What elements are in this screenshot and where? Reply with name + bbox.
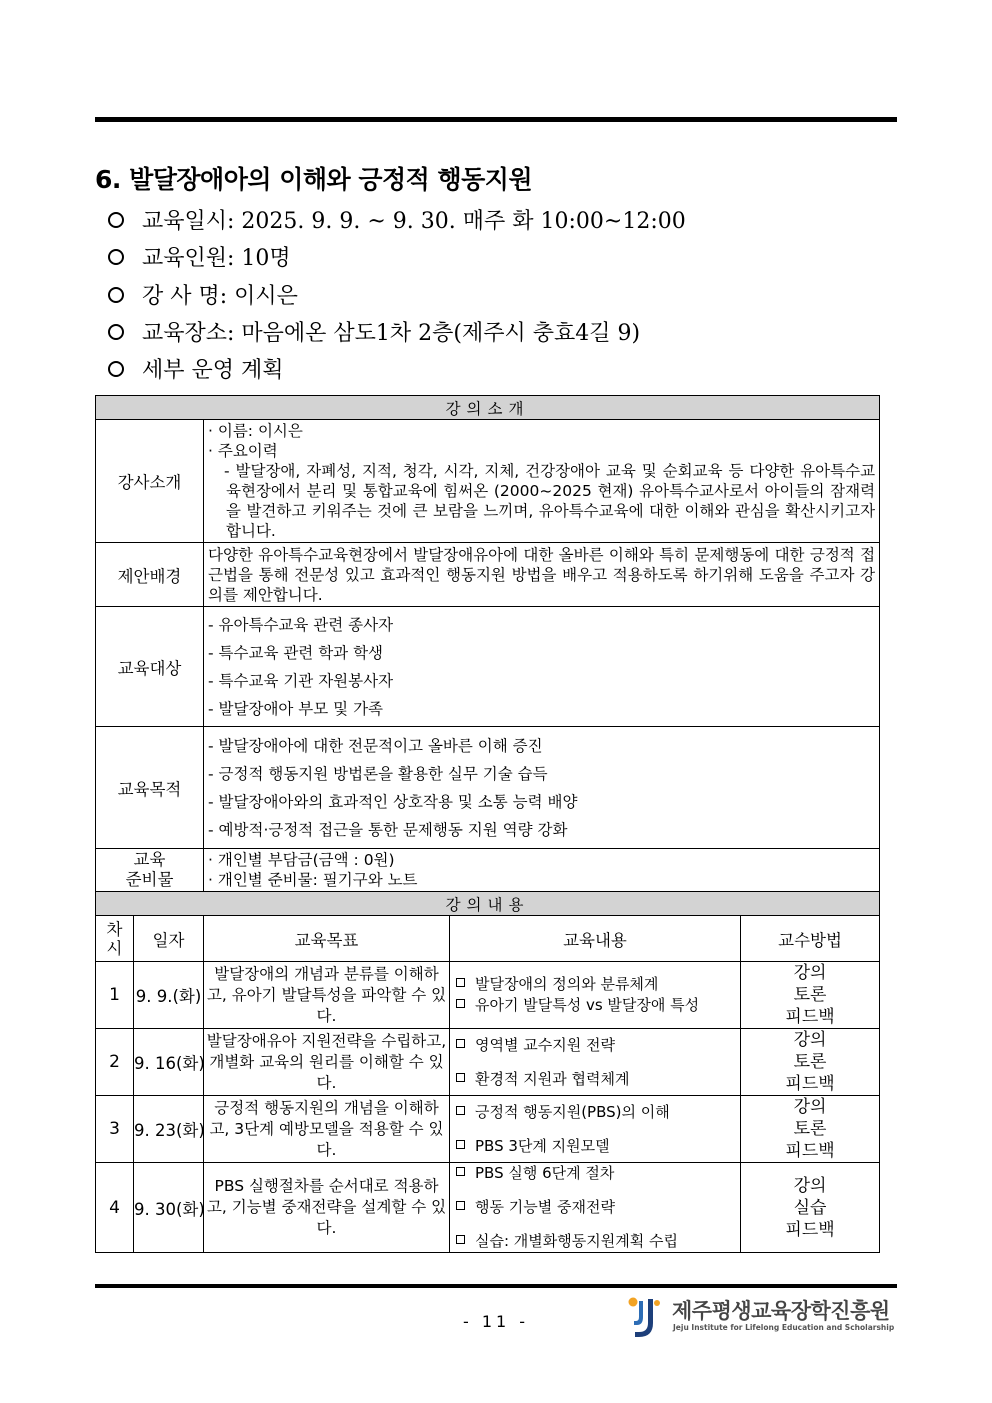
square-bullet-icon: [456, 1235, 465, 1244]
fee-line: · 개인별 부담금(금액 : 0원): [208, 851, 395, 869]
session-date: 9. 23(화): [134, 1096, 204, 1163]
info-plan: 세부 운영 계획: [108, 353, 888, 384]
content-band: 강의내용: [96, 892, 880, 916]
org-logo: [626, 1293, 896, 1343]
col-content: 교육내용: [450, 916, 741, 962]
objective-row: [96, 727, 880, 849]
org-subtitle: Jeju Institute for Lifelong Education and Scholarship: [673, 1323, 895, 1332]
list-item: - 긍정적 행동지원 방법론을 활용한 실무 기술 습득: [208, 764, 548, 783]
list-item: - 예방적·긍정적 접근을 통한 문제행동 지원 역량 강화: [208, 820, 568, 839]
info-location: 교육장소: 마음에온 삼도1차 2층(제주시 충효4길 9): [108, 316, 888, 347]
institute-logo-icon: [626, 1295, 666, 1339]
info-schedule: 교육일시: 2025. 9. 9. ~ 9. 30. 매주 화 10:00~12:00: [108, 204, 888, 235]
session-method: 강의 토론 피드백: [741, 1029, 880, 1096]
list-item: PBS 실행 6단계 절차: [456, 1165, 734, 1182]
objective-list: [204, 727, 880, 849]
page-number: - 11 -: [462, 1312, 530, 1331]
prep-row: [96, 849, 880, 892]
square-bullet-icon: [456, 1073, 465, 1082]
square-bullet-icon: [456, 1201, 465, 1210]
square-bullet-icon: [456, 1140, 465, 1149]
background-text: 다양한 유아특수교육현장에서 발달장애유아에 대한 올바른 이해와 특히 문제행동에 대한 긍정적 접근법을 통해 전문성 있고 효과적인 행동지원 방법을 배우고 적용하도록 하기위해 도움을 주고자 강의를 제안합니다.: [204, 543, 880, 607]
col-date: 일자: [134, 916, 204, 962]
session-goal: PBS 실행절차를 순서대로 적용하고, 기능별 중재전략을 설계할 수 있다.: [204, 1163, 450, 1253]
session-content: [450, 1163, 741, 1253]
square-bullet-icon: [456, 978, 465, 987]
prep-label: 교육 준비물: [96, 849, 204, 892]
prep-info: [204, 849, 880, 892]
session-content: [450, 1029, 741, 1096]
list-item: 긍정적 행동지원(PBS)의 이해: [456, 1104, 734, 1121]
target-label: 교육대상: [96, 607, 204, 727]
target-row: [96, 607, 880, 727]
info-capacity: 교육인원: 10명: [108, 241, 888, 272]
session-number: 2: [96, 1029, 134, 1096]
session-number: 4: [96, 1163, 134, 1253]
square-bullet-icon: [456, 1106, 465, 1115]
instructor-row: [96, 420, 880, 543]
list-item: - 발달장애아에 대한 전문적이고 올바른 이해 증진: [208, 736, 543, 755]
org-name: 제주평생교육장학진흥원: [672, 1299, 890, 1323]
session-date: 9. 30(화): [134, 1163, 204, 1253]
list-item: 환경적 지원과 협력체계: [456, 1071, 734, 1088]
instructor-name: · 이름: 이시은: [208, 422, 303, 440]
plan-table: [95, 395, 880, 1253]
info-instructor: 강 사 명: 이시은: [108, 279, 888, 310]
table-row: [96, 962, 880, 1029]
circle-bullet-icon: [108, 324, 124, 340]
session-goal: 발달장애유아 지원전략을 수립하고, 개별화 교육의 원리를 이해할 수 있다.: [204, 1029, 450, 1096]
target-list: [204, 607, 880, 727]
circle-bullet-icon: [108, 287, 124, 303]
circle-bullet-icon: [108, 212, 124, 228]
table-row: [96, 1163, 880, 1253]
section-heading: 6. 발달장애아의 이해와 긍정적 행동지원: [95, 165, 533, 194]
list-item: 실습: 개별화행동지원계획 수립: [456, 1233, 734, 1250]
objective-label: 교육목적: [96, 727, 204, 849]
career-description: - 발달장애, 자폐성, 지적, 청각, 시각, 지체, 건강장애아 교육 및 순회교육 등 다양한 유아특수교육현장에서 분리 및 통합교육에 힘써온 (2000~2025 현재) 유아특수교사로서 아이들의 잠재력을 발견하고 키워주는 것에 큰 보람을 느끼며, 유아특수교육에 대한 이해와 관심을 확산시키고자 합니다.: [224, 462, 876, 540]
list-item: 영역별 교수지원 전략: [456, 1037, 734, 1054]
background-row: [96, 543, 880, 607]
top-rule: [95, 117, 897, 122]
list-item: PBS 3단계 지원모델: [456, 1138, 734, 1155]
session-content: [450, 962, 741, 1029]
list-item: - 특수교육 기관 자원봉사자: [208, 671, 394, 690]
list-item: 발달장애의 정의와 분류체계: [456, 974, 734, 995]
circle-bullet-icon: [108, 361, 124, 377]
session-method: 강의 토론 피드백: [741, 962, 880, 1029]
col-method: 교수방법: [741, 916, 880, 962]
square-bullet-icon: [456, 999, 465, 1008]
supplies-line: · 개인별 준비물: 필기구와 노트: [208, 871, 418, 889]
table-row: [96, 1096, 880, 1163]
list-item: 행동 기능별 중재전략: [456, 1199, 734, 1216]
session-method: 강의 실습 피드백: [741, 1163, 880, 1253]
career-title: · 주요이력: [208, 442, 278, 460]
session-method: 강의 토론 피드백: [741, 1096, 880, 1163]
list-item: - 특수교육 관련 학과 학생: [208, 643, 384, 662]
col-goal: 교육목표: [204, 916, 450, 962]
table-row: [96, 1029, 880, 1096]
session-number: 1: [96, 962, 134, 1029]
session-content: [450, 1096, 741, 1163]
session-date: 9. 16(화): [134, 1029, 204, 1096]
square-bullet-icon: [456, 1039, 465, 1048]
square-bullet-icon: [456, 1167, 465, 1176]
session-goal: 긍정적 행동지원의 개념을 이해하고, 3단계 예방모델을 적용할 수 있다.: [204, 1096, 450, 1163]
list-item: - 발달장애아와의 효과적인 상호작용 및 소통 능력 배양: [208, 792, 578, 811]
col-session: 차 시: [96, 916, 134, 962]
instructor-info: [204, 420, 880, 543]
intro-band: 강의소개: [96, 396, 880, 420]
session-number: 3: [96, 1096, 134, 1163]
bottom-rule: [95, 1284, 897, 1288]
background-label: 제안배경: [96, 543, 204, 607]
list-item: - 발달장애아 부모 및 가족: [208, 699, 384, 718]
instructor-label: 강사소개: [96, 420, 204, 543]
content-header-row: [96, 916, 880, 962]
circle-bullet-icon: [108, 249, 124, 265]
list-item: - 유아특수교육 관련 종사자: [208, 615, 394, 634]
list-item: 유아기 발달특성 vs 발달장애 특성: [456, 995, 734, 1016]
session-goal: 발달장애의 개념과 분류를 이해하고, 유아기 발달특성을 파악할 수 있다.: [204, 962, 450, 1029]
session-date: 9. 9.(화): [134, 962, 204, 1029]
